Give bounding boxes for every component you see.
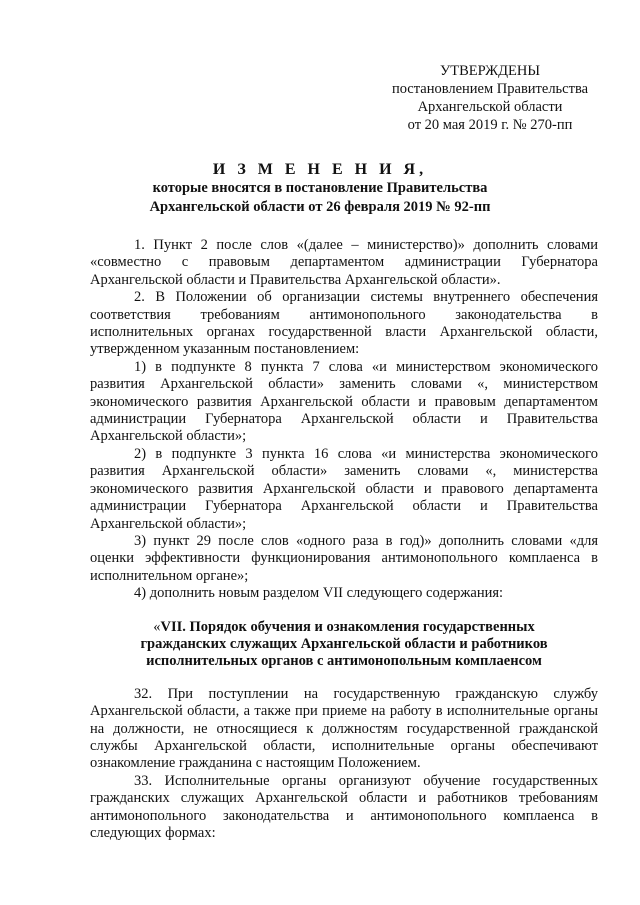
section-heading [90,619,598,671]
document-title [90,160,550,217]
section-heading-line: гражданских служащих Архангельской области и работников [140,635,548,652]
approval-line: постановлением Правительства [391,81,589,97]
approval-line: Архангельской области [417,99,563,115]
title-subline: которые вносятся в постановление Правительства [152,180,488,196]
title-heading: И З М Е Н Е Н И Я, [212,161,428,178]
section-paragraph-33: 33. Исполнительные органы организуют обучение государственных гражданских служащих Архангельской области и работников требованиям антимонопольного законодательства и антимонопольного комплаенса в следующих формах: [90,772,598,841]
subparagraph-4: 4) дополнить новым разделом VII следующего содержания: [134,585,504,602]
section-heading-line: VII. Порядок обучения и ознакомления государственных [160,618,535,635]
document-body [90,237,598,842]
title-subline: Архангельской области от 26 февраля 2019 № 92-пп [149,199,491,215]
section-paragraph-32: 32. При поступлении на государственную гражданскую службу Архангельской области, а также при приеме на работу в исполнительные органы на должности, не относящиеся к должностям государственной гражданской службы Архангельской области, исполнительные органы обеспечивают ознакомление гражданина с настоящим Положением. [90,685,598,772]
paragraph-item-1: 1. Пункт 2 после слов «(далее – министерство)» дополнить словами «совместно с правовым департаментом администрации Губернатора Архангельской области и Правительства Архангельской области». [90,237,598,288]
section-heading-line: исполнительных органов с антимонопольным комплаенсом [146,653,542,670]
paragraph-item-2: 2. В Положении об организации системы внутреннего обеспечения соответствия требованиям антимонопольного законодательства в исполнительных органах государственной власти Архангельской области, утвержденном указанным постановлением: [90,289,598,358]
approval-date-number: от 20 мая 2019 г. № 270-пп [407,117,573,133]
subparagraph-3: 3) пункт 29 после слов «одного раза в год)» дополнить словами «для оценки эффективности функционирования антимонопольного комплаенса в исполнительном органе»; [90,532,598,584]
subparagraph-1: 1) в подпункте 8 пункта 7 слова «и министерством экономического развития Архангельской области» заменить словами «, министерством экономического развития Архангельской области и правовым департаментом администрации Губернатора Архангельской области и Правительства Архангельской области»; [90,358,598,445]
approval-heading: УТВЕРЖДЕНЫ [439,63,541,79]
approval-stamp [360,62,620,134]
subparagraph-2: 2) в подпункте 3 пункта 16 слова «и министерства экономического развития Архангельской области» заменить словами «, министерства экономического развития Архангельской области и правового департамента администрации Губернатора Архангельской области и Правительства Архангельской области»; [90,445,598,532]
opening-quote: « [153,618,161,635]
